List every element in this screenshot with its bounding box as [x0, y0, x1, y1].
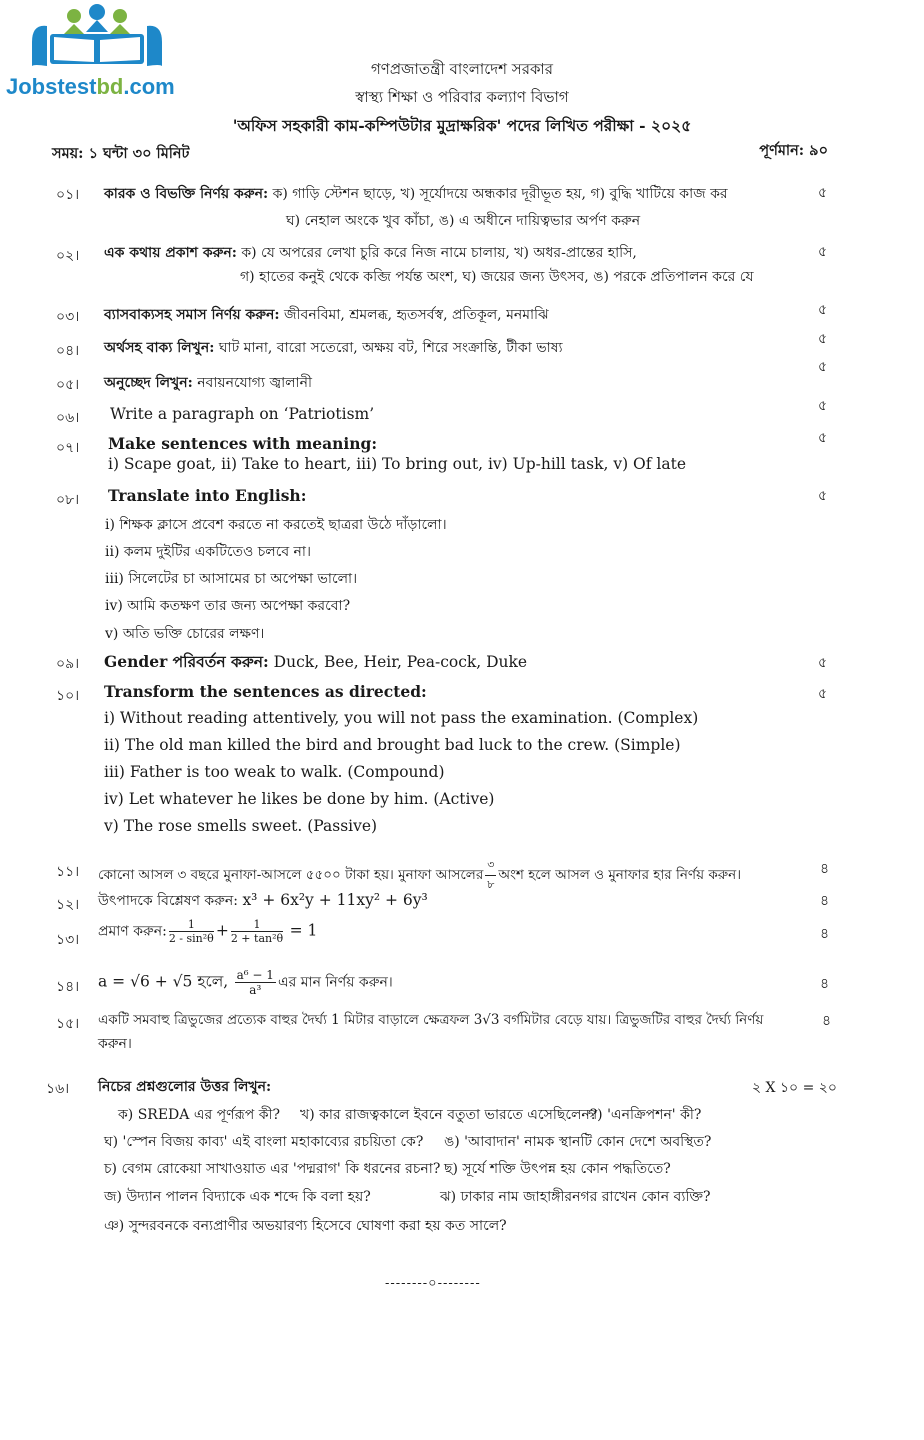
- q11-mark: ৪: [820, 861, 830, 877]
- q15-text: একটি সমবাহু ত্রিভুজের প্রত্যেক বাহুর দৈর্ঘ্য 1 মিটার বাড়ালে ক্ষেত্রফল 3√3 বর্গমিটার বেড়ে যায়। ত্রিভুজটির বাহুর দৈর্ঘ্য নির্ণয়: [98, 1012, 764, 1028]
- q11-text: কোনো আসল ৩ বছরে মুনাফা-আসলে ৫৫০০ টাকা হয়। মুনাফা আসলের $\frac{৩}{৮}$ অংশ হলে আসল ও মুনাফার হার নির্ণয় করুন।: [98, 856, 741, 895]
- q11-number: ১১।: [56, 864, 80, 880]
- q8-mark: ৫: [818, 488, 828, 504]
- q10-item: v) The rose smells sweet. (Passive): [104, 817, 378, 835]
- q6-text: Write a paragraph on ‘Patriotism’: [110, 405, 375, 423]
- q6-number: ০৬।: [56, 410, 80, 426]
- q1-mark: ৫: [818, 185, 828, 201]
- q13-fraction-2: $\frac{1}{\text{2 + tan²θ}}$: [230, 918, 284, 945]
- q16-item: ঘ) 'স্পেন বিজয় কাব্য' এই বাংলা মহাকাব্যের রচয়িতা কে?: [104, 1134, 424, 1150]
- q16-item: গ) 'এনক্রিপশন' কী?: [588, 1107, 702, 1123]
- exam-time: সময়: ১ ঘন্টা ৩০ মিনিট: [52, 145, 190, 162]
- q1-number: ০১।: [56, 187, 80, 203]
- q11-fraction: $\frac{৩}{৮}$: [487, 858, 495, 891]
- q4-number: ০৪।: [56, 343, 80, 359]
- logo-text: Jobstestbd.com: [6, 74, 175, 99]
- q16-label: নিচের প্রশ্নগুলোর উত্তর লিখুন:: [98, 1079, 272, 1095]
- q10-item: iii) Father is too weak to walk. (Compound): [104, 763, 445, 781]
- q10-item: i) Without reading attentively, you will not pass the examination. (Complex): [104, 709, 699, 727]
- q14-number: ১৪।: [56, 979, 80, 995]
- header-govt: গণপ্রজাতন্ত্রী বাংলাদেশ সরকার: [370, 60, 554, 78]
- q10-item: iv) Let whatever he likes be done by him. (Active): [104, 790, 495, 808]
- q7-number: ০৭।: [56, 440, 80, 456]
- q8-item: i) শিক্ষক ক্লাসে প্রবেশ করতে না করতেই ছাত্ররা উঠে দাঁড়ালো।: [105, 517, 447, 533]
- q16-item: ক) SREDA এর পূর্ণরূপ কী?: [118, 1107, 281, 1123]
- q16-item: ঙ) 'আবাদান' নামক স্থানটি কোন দেশে অবস্থিত?: [444, 1134, 712, 1150]
- q7-text: i) Scape goat, ii) Take to heart, iii) To bring out, iv) Up-hill task, v) Of late: [108, 455, 687, 473]
- q15-text-line2: করুন।: [98, 1036, 132, 1052]
- q13-mark: ৪: [820, 926, 830, 942]
- q2-mark: ৫: [818, 244, 828, 260]
- q2-number: ০২।: [56, 248, 80, 264]
- q9-text: Gender পরিবর্তন করুন: Duck, Bee, Heir, Pea-cock, Duke: [104, 652, 528, 671]
- q16-item: ঝ) ঢাকার নাম জাহাঙ্গীরনগর রাখেন কোন ব্যক্তি?: [440, 1189, 711, 1205]
- q12-mark: ৪: [820, 893, 830, 909]
- q14-mark: ৪: [820, 976, 830, 992]
- q16-item: চ) বেগম রোকেয়া সাখাওয়াত এর 'পদ্মরাগ' কি ধরনের রচনা?: [104, 1161, 441, 1177]
- q2-text: এক কথায় প্রকাশ করুন: ক) যে অপরের লেখা চুরি করে নিজ নামে চালায়, খ) অধর-প্রান্তের হাসি,: [104, 245, 637, 261]
- q3-text: ব্যাসবাক্যসহ সমাস নির্ণয় করুন: জীবনবিমা, শ্রমলব্ধ, হৃতসর্বস্ব, প্রতিকূল, মনমাঝি: [104, 307, 549, 323]
- q13-text: প্রমাণ করুন: $\frac{1}{\text{2 - sin²θ}}$ + $\frac{1}{\text{2 + tan²θ}}$ = 1: [98, 918, 318, 945]
- q8-item: iii) সিলেটের চা আসামের চা অপেক্ষা ভালো।: [105, 571, 358, 587]
- q12-number: ১২।: [56, 897, 80, 913]
- q10-item: ii) The old man killed the bird and brought bad luck to the crew. (Simple): [104, 736, 681, 754]
- q16-item: খ) কার রাজত্বকালে ইবনে বতুতা ভারতে এসেছিলেন?: [300, 1107, 598, 1123]
- q16-number: ১৬।: [46, 1081, 70, 1097]
- q6-mark: ৫: [818, 398, 828, 414]
- q16-item: ঞ) সুন্দরবনকে বন্যপ্রাণীর অভয়ারণ্য হিসেবে ঘোষণা করা হয় কত সালে?: [104, 1218, 507, 1234]
- q10-number: ১০।: [56, 688, 80, 704]
- header-exam-title: 'অফিস সহকারী কাম-কম্পিউটার মুদ্রাক্ষরিক' পদের লিখিত পরীক্ষা - ২০২৫: [232, 116, 692, 135]
- end-marker: --------০--------: [385, 1276, 481, 1291]
- q13-number: ১৩।: [56, 932, 80, 948]
- header-division: স্বাস্থ্য শিক্ষা ও পরিবার কল্যাণ বিভাগ: [355, 88, 569, 106]
- q13-fraction-1: $\frac{1}{\text{2 - sin²θ}}$: [168, 918, 214, 945]
- q15-number: ১৫।: [56, 1016, 80, 1032]
- q3-number: ০৩।: [56, 309, 80, 325]
- q4-mark: ৫: [818, 331, 828, 347]
- q16-mark: ২ X ১০ = ২০: [752, 1080, 837, 1096]
- q10-mark: ৫: [818, 686, 828, 702]
- q5-number: ০৫।: [56, 377, 80, 393]
- q2-text-line2: গ) হাতের কনুই থেকে কব্জি পর্যন্ত অংশ, ঘ) জয়ের জন্য উৎসব, ঙ) পরকে প্রতিপালন করে যে: [240, 269, 754, 285]
- full-marks: পূর্ণমান: ৯০: [759, 142, 828, 159]
- q14-text: a = √6 + √5 হলে, $\frac{\text{a⁶ − 1}}{\text{a³}}$ এর মান নির্ণয় করুন।: [98, 968, 393, 997]
- q3-mark: ৫: [818, 302, 828, 318]
- q8-number: ০৮।: [56, 492, 80, 508]
- q1-text: কারক ও বিভক্তি নির্ণয় করুন: ক) গাড়ি স্টেশন ছাড়ে, খ) সূর্যোদয়ে অন্ধকার দূরীভূত হয়, গ) বুদ্ধি খাটিয়ে কাজ কর: [104, 186, 728, 202]
- q4-text: অর্থসহ বাক্য লিখুন: ঘাট মানা, বারো সতেরো, অক্ষয় বট, শিরে সংক্রান্তি, টীকা ভাষ্য: [104, 340, 563, 356]
- q10-label: Transform the sentences as directed:: [104, 682, 427, 701]
- q16-item: জ) উদ্যান পালন বিদ্যাকে এক শব্দে কি বলা হয়?: [104, 1189, 371, 1205]
- q8-item: ii) কলম দুইটির একটিতেও চলবে না।: [105, 544, 311, 560]
- q5-text: অনুচ্ছেদ লিখুন: নবায়নযোগ্য জ্বালানী: [104, 375, 312, 391]
- q16-item: ছ) সূর্যে শক্তি উৎপন্ন হয় কোন পদ্ধতিতে?: [444, 1161, 671, 1177]
- q1-text-line2: ঘ) নেহাল অংকে খুব কাঁচা, ঙ) এ অধীনে দায়িত্বভার অর্পণ করুন: [286, 213, 641, 229]
- q14-fraction: $\frac{\text{a⁶ − 1}}{\text{a³}}$: [236, 968, 274, 997]
- q8-item: iv) আমি কতক্ষণ তার জন্য অপেক্ষা করবো?: [105, 598, 351, 614]
- q9-number: ০৯।: [56, 656, 80, 672]
- q7-mark: ৫: [818, 430, 828, 446]
- q8-item: v) অতি ভক্তি চোরের লক্ষণ।: [105, 626, 265, 642]
- q15-mark: ৪: [822, 1013, 832, 1029]
- q12-text: উৎপাদকে বিশ্লেষণ করুন: x³ + 6x²y + 11xy² + 6y³: [98, 891, 428, 909]
- q8-label: Translate into English:: [108, 486, 307, 505]
- q9-mark: ৫: [818, 655, 828, 671]
- q7-label: Make sentences with meaning:: [108, 434, 378, 453]
- q5-mark: ৫: [818, 359, 828, 375]
